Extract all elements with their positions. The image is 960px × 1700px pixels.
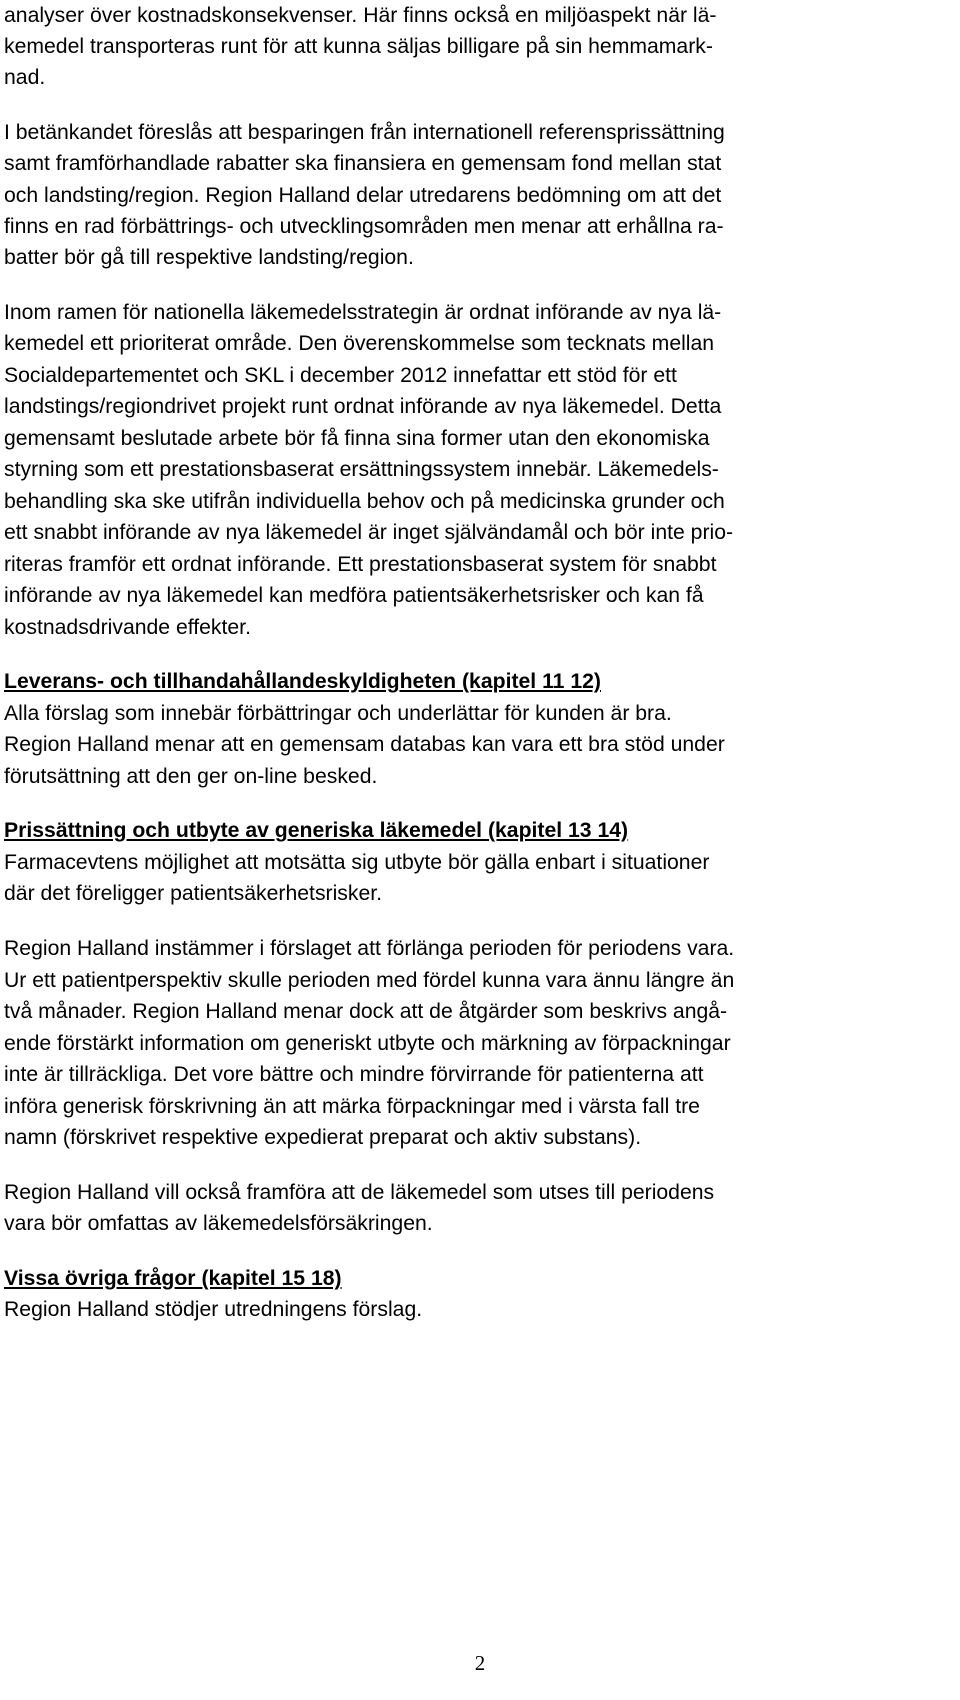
text-line: två månader. Region Halland menar dock att de åtgärder som beskrivs angå- <box>4 1000 728 1023</box>
text-line: Region Halland instämmer i förslaget att förlänga perioden för periodens vara. <box>4 937 735 960</box>
text-line: analyser över kostnadskonsekvenser. Här finns också en miljöaspekt när lä- <box>4 4 717 27</box>
text-line: kostnadsdrivande effekter. <box>4 616 251 639</box>
text-line: ett snabbt införande av nya läkemedel är inget självändamål och bör inte prio- <box>4 521 734 544</box>
text-line: Farmacevtens möjlighet att motsätta sig utbyte bör gälla enbart i situationer <box>4 851 710 874</box>
text-line: där det föreligger patientsäkerhetsrisker. <box>4 882 383 905</box>
text-line: Ur ett patientperspektiv skulle perioden med fördel kunna vara ännu längre än <box>4 969 735 992</box>
text-line: styrning som ett prestationsbaserat ersättningssystem innebär. Läkemedels- <box>4 458 719 481</box>
page-number: 2 <box>474 1651 486 1675</box>
text-line: batter bör gå till respektive landsting/region. <box>4 246 414 269</box>
text-line: kemedel transporteras runt för att kunna säljas billigare på sin hemmamark- <box>4 35 713 58</box>
section-heading: Prissättning och utbyte av generiska läkemedel (kapitel 13 14) <box>4 819 629 842</box>
text-line: Region Halland menar att en gemensam databas kan vara ett bra stöd under <box>4 733 725 756</box>
text-line: införa generisk förskrivning än att märka förpackningar med i värsta fall tre <box>4 1095 700 1118</box>
text-line: Inom ramen för nationella läkemedelsstrategin är ordnat införande av nya lä- <box>4 301 722 324</box>
text-line: namn (förskrivet respektive expedierat preparat och aktiv substans). <box>4 1126 642 1149</box>
text-line: nad. <box>4 66 46 89</box>
text-line: ende förstärkt information om generiskt utbyte och märkning av förpackningar <box>4 1032 731 1055</box>
text-line: Region Halland vill också framföra att de läkemedel som utses till periodens <box>4 1181 715 1204</box>
text-line: landstings/regiondrivet projekt runt ordnat införande av nya läkemedel. Detta <box>4 395 722 418</box>
text-line: I betänkandet föreslås att besparingen från internationell referensprissättning <box>4 121 725 144</box>
text-line: samt framförhandlade rabatter ska finansiera en gemensam fond mellan stat <box>4 152 722 175</box>
text-line: införande av nya läkemedel kan medföra patientsäkerhetsrisker och kan få <box>4 584 704 607</box>
section-heading: Leverans- och tillhandahållandeskyldigheten (kapitel 11 12) <box>4 670 601 693</box>
text-line: gemensamt beslutade arbete bör få finna sina former utan den ekonomiska <box>4 427 710 450</box>
text-line: inte är tillräckliga. Det vore bättre och mindre förvirrande för patienterna att <box>4 1063 704 1086</box>
text-line: kemedel ett prioriterat område. Den överenskommelse som tecknats mellan <box>4 332 715 355</box>
text-line: Region Halland stödjer utredningens förslag. <box>4 1298 423 1321</box>
text-line: Socialdepartementet och SKL i december 2012 innefattar ett stöd för ett <box>4 364 677 387</box>
section-heading: Vissa övriga frågor (kapitel 15 18) <box>4 1267 342 1290</box>
text-line: förutsättning att den ger on-line besked. <box>4 765 378 788</box>
text-line: riteras framför ett ordnat införande. Ett prestationsbaserat system för snabbt <box>4 553 717 576</box>
text-line: och landsting/region. Region Halland delar utredarens bedömning om att det <box>4 184 722 207</box>
text-line: Alla förslag som innebär förbättringar och underlättar för kunden är bra. <box>4 702 672 725</box>
text-line: vara bör omfattas av läkemedelsförsäkringen. <box>4 1212 433 1235</box>
text-line: finns en rad förbättrings- och utvecklingsområden men menar att erhållna ra- <box>4 215 724 238</box>
text-line: behandling ska ske utifrån individuella behov och på medicinska grunder och <box>4 490 725 513</box>
